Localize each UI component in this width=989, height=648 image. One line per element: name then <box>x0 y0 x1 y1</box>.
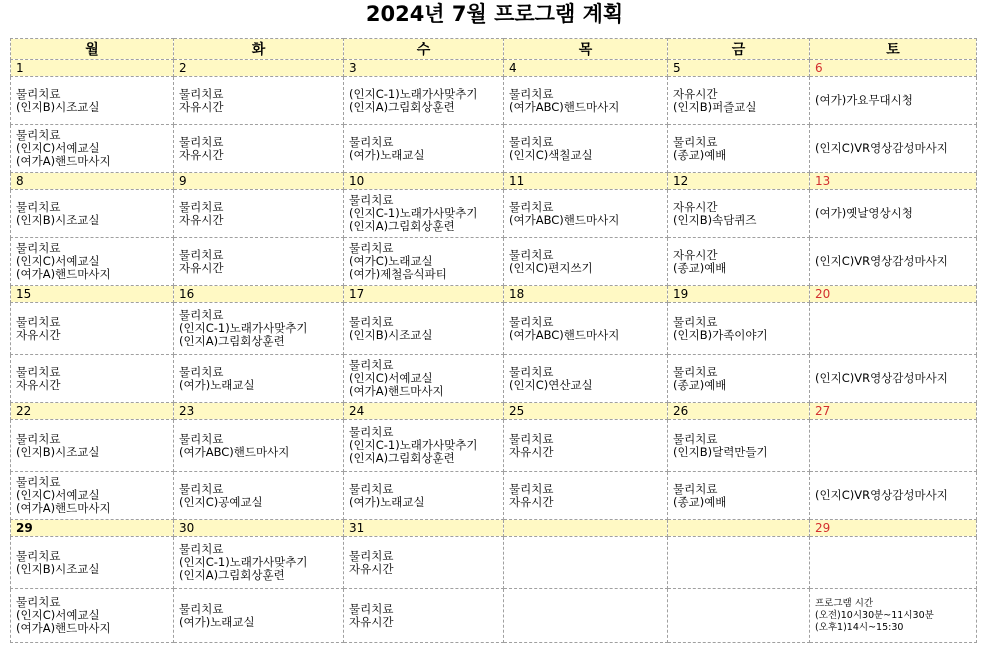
activity-item: 자유시간 <box>179 99 224 114</box>
activity-item: (인지C)서예교실 <box>16 488 100 502</box>
activity-row <box>11 125 977 173</box>
activity-cell <box>11 472 174 520</box>
activity-item: 물리치료 <box>179 481 224 496</box>
activity-cell <box>810 190 977 238</box>
activity-item: 물리치료 <box>349 134 394 149</box>
activity-item: (인지C-1)노래가사맞추기 <box>179 321 308 335</box>
date-row <box>11 60 977 77</box>
activity-item: 물리치료 <box>509 481 554 496</box>
activity-item: 물리치료 <box>349 358 394 372</box>
activity-item: (인지A)그림회상훈련 <box>179 568 285 582</box>
activity-item: (인지B)속담퀴즈 <box>673 212 757 227</box>
activity-item: 자유시간 <box>179 212 224 227</box>
activity-row <box>11 589 977 643</box>
activity-item: 자유시간 <box>16 327 61 342</box>
activity-cell <box>344 472 504 520</box>
activity-item: (여가A)핸드마사지 <box>16 621 111 635</box>
activity-cell <box>668 125 810 173</box>
activity-cell <box>504 238 668 286</box>
activity-cell <box>11 355 174 403</box>
activity-cell <box>668 303 810 355</box>
activity-item: (여가ABC)핸드마사지 <box>509 99 620 114</box>
activity-cell <box>504 125 668 173</box>
activity-item: (여가)노래교실 <box>349 494 425 509</box>
activity-row <box>11 238 977 286</box>
activity-item: (여가)가요무대시청 <box>815 93 913 107</box>
weekday-header <box>11 39 977 60</box>
activity-item: 물리치료 <box>349 425 394 439</box>
activity-item: (인지C)색칠교실 <box>509 147 593 162</box>
activity-item: 물리치료 <box>349 548 394 563</box>
activity-cell <box>504 472 668 520</box>
date-cell: 15 <box>11 286 174 303</box>
activity-item: (인지C)VR영상감성마사지 <box>815 141 948 155</box>
weekday-mon: 월 <box>11 39 174 60</box>
activity-item: 프로그램 시간 <box>815 597 874 609</box>
activity-item: 물리치료 <box>673 364 718 379</box>
activity-item: 물리치료 <box>179 431 224 446</box>
activity-cell <box>174 472 344 520</box>
date-cell: 4 <box>504 60 668 77</box>
activity-item: (인지C-1)노래가사맞추기 <box>349 438 478 452</box>
activity-item: 물리치료 <box>349 193 394 207</box>
activity-cell <box>174 238 344 286</box>
date-cell: 31 <box>344 520 504 537</box>
activity-cell <box>344 238 504 286</box>
activity-cell <box>344 77 504 125</box>
activity-row <box>11 472 977 520</box>
activity-cell <box>344 303 504 355</box>
activity-cell <box>344 420 504 472</box>
activity-item: (인지B)시조교실 <box>349 327 433 342</box>
activity-cell <box>344 190 504 238</box>
activity-item: (여가ABC)핸드마사지 <box>179 444 290 459</box>
activity-cell <box>668 190 810 238</box>
date-cell: 17 <box>344 286 504 303</box>
activity-cell <box>810 537 977 589</box>
activity-item: 물리치료 <box>349 241 394 255</box>
activity-item: (인지C)서예교실 <box>349 371 433 385</box>
activity-item: (여가)노래교실 <box>179 377 255 392</box>
activity-cell <box>11 190 174 238</box>
activity-item: (인지A)그림회상훈련 <box>349 219 455 233</box>
activity-item: 물리치료 <box>349 601 394 616</box>
date-row <box>11 403 977 420</box>
activity-cell <box>344 537 504 589</box>
activity-row <box>11 77 977 125</box>
activity-cell <box>810 472 977 520</box>
activity-item: 물리치료 <box>179 247 224 262</box>
activity-cell <box>344 589 504 643</box>
date-cell: 25 <box>504 403 668 420</box>
activity-row <box>11 303 977 355</box>
date-cell: 13 <box>810 173 977 190</box>
date-cell: 26 <box>668 403 810 420</box>
date-cell: 16 <box>174 286 344 303</box>
activity-cell <box>11 537 174 589</box>
activity-item: (인지B)시조교실 <box>16 561 100 576</box>
activity-cell <box>11 77 174 125</box>
activity-cell <box>344 355 504 403</box>
date-row <box>11 173 977 190</box>
activity-row <box>11 190 977 238</box>
activity-cell <box>668 77 810 125</box>
date-cell: 10 <box>344 173 504 190</box>
weekday-tue: 화 <box>174 39 344 60</box>
activity-item: 물리치료 <box>16 364 61 379</box>
activity-item: (인지C)서예교실 <box>16 141 100 155</box>
activity-item: 물리치료 <box>509 86 554 101</box>
activity-item: (여가C)노래교실 <box>349 254 433 268</box>
activity-cell <box>810 589 977 643</box>
activity-item: (종교)예배 <box>673 494 727 509</box>
activity-cell <box>504 589 668 643</box>
activity-item: (인지C)VR영상감성마사지 <box>815 371 948 385</box>
date-cell: 29 <box>810 520 977 537</box>
activity-item: 자유시간 <box>673 86 718 101</box>
activity-cell <box>668 537 810 589</box>
activity-item: (인지A)그림회상훈련 <box>349 451 455 465</box>
activity-item: (인지A)그림회상훈련 <box>349 99 455 114</box>
weekday-sat: 토 <box>810 39 977 60</box>
activity-item: 물리치료 <box>349 481 394 496</box>
activity-item: (인지C)공예교실 <box>179 494 263 509</box>
activity-item: (여가ABC)핸드마사지 <box>509 327 620 342</box>
activity-item: 물리치료 <box>16 86 61 101</box>
activity-row <box>11 537 977 589</box>
activity-item: (인지B)시조교실 <box>16 99 100 114</box>
activity-cell <box>174 77 344 125</box>
activity-item: 물리치료 <box>179 364 224 379</box>
activity-item: 자유시간 <box>509 494 554 509</box>
date-row <box>11 520 977 537</box>
activity-item: (여가A)핸드마사지 <box>16 501 111 515</box>
activity-item: (여가)제철음식파티 <box>349 267 447 281</box>
activity-item: 물리치료 <box>16 595 61 609</box>
weekday-fri: 금 <box>668 39 810 60</box>
activity-item: (인지C)연산교실 <box>509 377 593 392</box>
activity-item: (인지B)시조교실 <box>16 212 100 227</box>
activity-item: (인지C)VR영상감성마사지 <box>815 254 948 268</box>
activity-cell <box>174 190 344 238</box>
activity-item: 물리치료 <box>16 199 61 214</box>
activity-item: 물리치료 <box>509 134 554 149</box>
activity-item: (여가)노래교실 <box>179 614 255 629</box>
date-row <box>11 286 977 303</box>
date-cell: 1 <box>11 60 174 77</box>
activity-item: 물리치료 <box>673 431 718 446</box>
activity-cell <box>810 420 977 472</box>
activity-item: 물리치료 <box>179 542 224 556</box>
activity-item: 물리치료 <box>509 247 554 262</box>
program-calendar <box>10 38 977 643</box>
activity-cell <box>11 303 174 355</box>
weekday-thu: 목 <box>504 39 668 60</box>
activity-item: (인지B)퍼즐교실 <box>673 99 757 114</box>
activity-cell <box>504 537 668 589</box>
activity-item: 물리치료 <box>509 431 554 446</box>
activity-item: 물리치료 <box>673 134 718 149</box>
date-cell: 19 <box>668 286 810 303</box>
date-cell: 29 <box>11 520 174 537</box>
activity-cell <box>668 589 810 643</box>
activity-item: 물리치료 <box>16 548 61 563</box>
activity-item: (종교)예배 <box>673 147 727 162</box>
activity-item: (인지B)가족이야기 <box>673 327 768 342</box>
activity-item: 자유시간 <box>349 561 394 576</box>
activity-item: 물리치료 <box>179 134 224 149</box>
activity-item: (오후1)14시~15:30 <box>815 621 904 633</box>
activity-cell <box>174 589 344 643</box>
activity-item: 자유시간 <box>349 614 394 629</box>
activity-cell <box>504 303 668 355</box>
activity-item: 물리치료 <box>16 314 61 329</box>
date-cell: 3 <box>344 60 504 77</box>
activity-item: (인지C)VR영상감성마사지 <box>815 488 948 502</box>
activity-cell <box>810 77 977 125</box>
date-cell: 27 <box>810 403 977 420</box>
activity-cell <box>174 125 344 173</box>
activity-item: (여가A)핸드마사지 <box>349 384 444 398</box>
activity-cell <box>504 420 668 472</box>
activity-item: (인지C-1)노래가사맞추기 <box>349 206 478 220</box>
activity-item: (종교)예배 <box>673 377 727 392</box>
date-cell: 2 <box>174 60 344 77</box>
activity-cell <box>810 125 977 173</box>
date-cell: 22 <box>11 403 174 420</box>
activity-item: 자유시간 <box>673 199 718 214</box>
activity-item: (여가ABC)핸드마사지 <box>509 212 620 227</box>
activity-cell <box>174 303 344 355</box>
activity-item: (여가)노래교실 <box>349 147 425 162</box>
activity-item: 물리치료 <box>16 128 61 142</box>
activity-item: (인지C-1)노래가사맞추기 <box>349 86 478 101</box>
activity-item: 물리치료 <box>16 241 61 255</box>
activity-cell <box>504 190 668 238</box>
date-cell: 30 <box>174 520 344 537</box>
activity-item: (여가A)핸드마사지 <box>16 267 111 281</box>
activity-item: 물리치료 <box>16 431 61 446</box>
activity-item: 물리치료 <box>509 364 554 379</box>
date-cell <box>504 520 668 537</box>
activity-item: (여가A)핸드마사지 <box>16 154 111 168</box>
activity-item: (인지C)서예교실 <box>16 608 100 622</box>
activity-item: 물리치료 <box>179 199 224 214</box>
activity-cell <box>810 355 977 403</box>
date-cell: 6 <box>810 60 977 77</box>
date-cell <box>668 520 810 537</box>
date-cell: 24 <box>344 403 504 420</box>
activity-item: 물리치료 <box>179 601 224 616</box>
activity-item: 물리치료 <box>509 314 554 329</box>
date-cell: 11 <box>504 173 668 190</box>
activity-item: (인지C)서예교실 <box>16 254 100 268</box>
activity-item: (인지B)시조교실 <box>16 444 100 459</box>
date-cell: 18 <box>504 286 668 303</box>
activity-cell <box>810 303 977 355</box>
activity-cell <box>11 589 174 643</box>
activity-item: 자유시간 <box>673 247 718 262</box>
activity-item: (여가)옛날영상시청 <box>815 206 913 220</box>
activity-item: (인지B)달력만들기 <box>673 444 768 459</box>
date-cell: 8 <box>11 173 174 190</box>
date-cell: 12 <box>668 173 810 190</box>
activity-item: (인지C-1)노래가사맞추기 <box>179 555 308 569</box>
activity-item: (인지A)그림회상훈련 <box>179 334 285 348</box>
activity-cell <box>174 355 344 403</box>
activity-item: 물리치료 <box>16 475 61 489</box>
activity-item: 물리치료 <box>673 481 718 496</box>
activity-cell <box>174 537 344 589</box>
activity-item: 자유시간 <box>179 260 224 275</box>
activity-cell <box>504 77 668 125</box>
activity-item: 자유시간 <box>179 147 224 162</box>
date-cell: 5 <box>668 60 810 77</box>
activity-row <box>11 355 977 403</box>
activity-item: 자유시간 <box>16 377 61 392</box>
activity-item: 물리치료 <box>349 314 394 329</box>
activity-cell <box>11 125 174 173</box>
activity-cell <box>668 238 810 286</box>
activity-row <box>11 420 977 472</box>
activity-item: 물리치료 <box>179 308 224 322</box>
activity-cell <box>174 420 344 472</box>
activity-item: 물리치료 <box>673 314 718 329</box>
activity-cell <box>504 355 668 403</box>
activity-cell <box>668 420 810 472</box>
page-title: 2024년 7월 프로그램 계획 <box>365 2 624 26</box>
activity-cell <box>11 420 174 472</box>
activity-item: (오전)10시30분~11시30분 <box>815 609 934 621</box>
activity-cell <box>668 472 810 520</box>
activity-cell <box>344 125 504 173</box>
activity-cell <box>11 238 174 286</box>
activity-item: 물리치료 <box>509 199 554 214</box>
activity-item: 자유시간 <box>509 444 554 459</box>
activity-cell <box>668 355 810 403</box>
date-cell: 9 <box>174 173 344 190</box>
activity-cell <box>810 238 977 286</box>
activity-item: (인지C)편지쓰기 <box>509 260 593 275</box>
date-cell: 20 <box>810 286 977 303</box>
date-cell: 23 <box>174 403 344 420</box>
weekday-wed: 수 <box>344 39 504 60</box>
activity-item: (종교)예배 <box>673 260 727 275</box>
activity-item: 물리치료 <box>179 86 224 101</box>
